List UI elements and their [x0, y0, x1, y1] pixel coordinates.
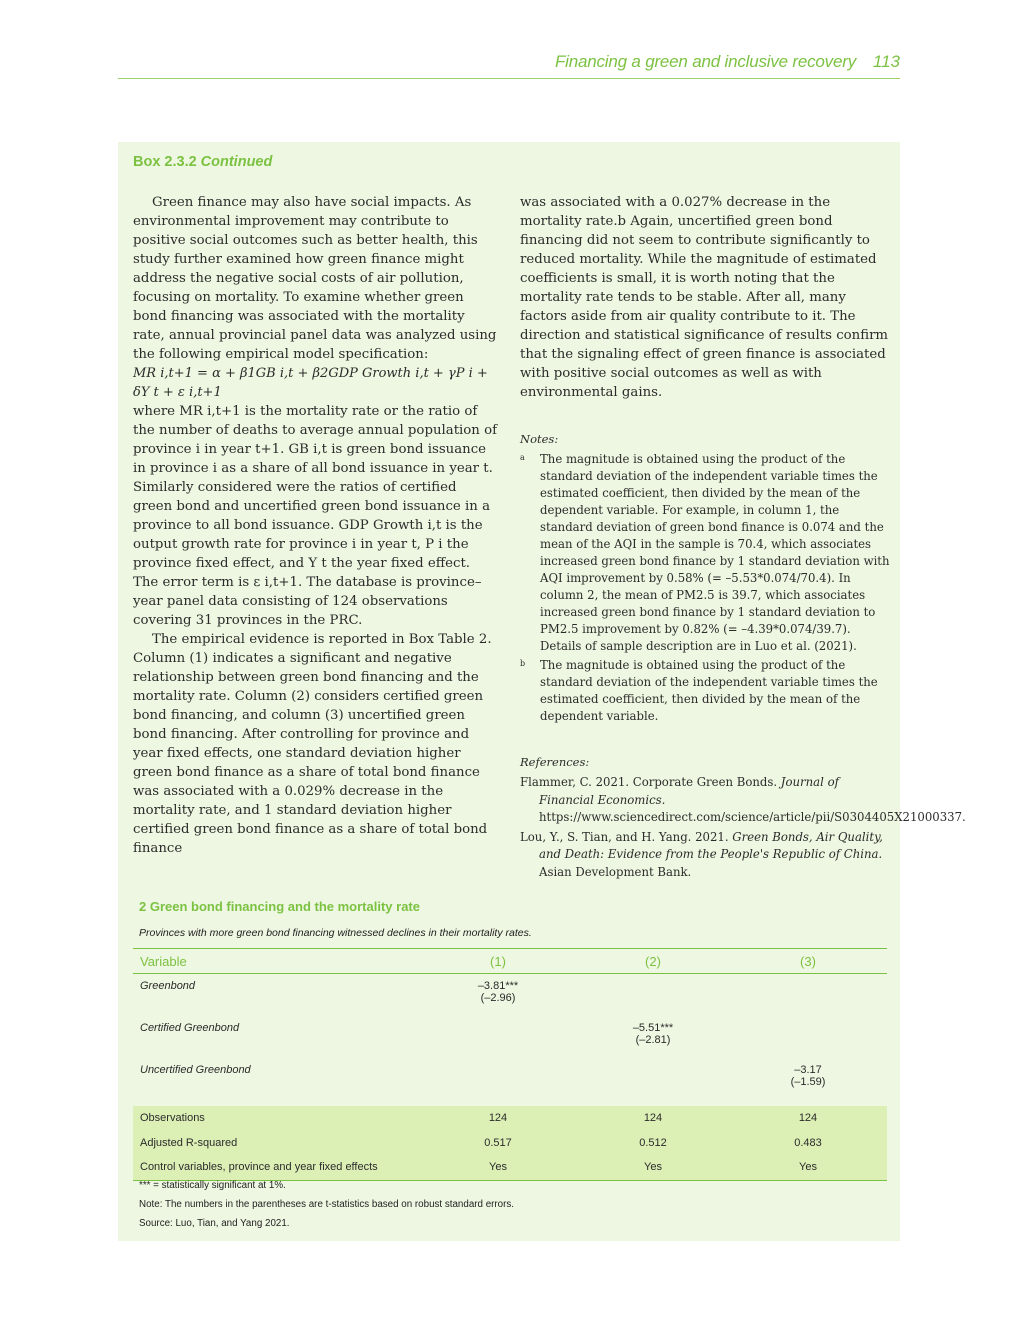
box-heading	[133, 154, 272, 170]
row-label: Certified Greenbond	[140, 1022, 240, 1034]
reference-author: Flammer, C. 2021. Corporate Green Bonds.	[520, 775, 778, 789]
reference-author: Lou, Y., S. Tian, and H. Yang. 2021.	[520, 829, 729, 844]
references-label: References:	[520, 755, 590, 769]
model-equation: MR i,t+1 = α + β1GB i,t + β2GDP Growth i,t + γP i + δY t + ε i,t+1	[133, 366, 488, 400]
table-subtitle: Provinces with more green bond financing witnessed declines in their mortality rates.	[139, 927, 532, 939]
note-b-mark: b	[520, 659, 526, 668]
reference-2	[520, 829, 890, 882]
note-b-text: The magnitude is obtained using the product of the standard deviation of the independent variable times the estimated coefficient, then divided by the mean of the dependent variable.	[540, 658, 878, 723]
notes-label: Notes:	[520, 432, 559, 446]
coef-cell	[753, 1064, 863, 1088]
stat-value: Yes	[644, 1161, 662, 1173]
paragraph: The empirical evidence is reported in Box Table 2. Column (1) indicates a significant and negative relationship between green bond financing and the mortality rate. Column (2) considers certified green bond financing, and column (3) uncertified green bond financing. After controlling for province and year fixed effects, one standard deviation higher green bond finance as a share of total bond finance was associated with a 0.029% decrease in the mortality rate, and 1 standard deviation higher certified green bond finance as a share of total bond finance	[133, 632, 492, 856]
stat-label: Adjusted R-squared	[140, 1136, 238, 1149]
stat-label: Observations	[140, 1112, 205, 1124]
paragraph: where MR i,t+1 is the mortality rate or the ratio of the number of deaths to average annual population of province i in year t+1. GB i,t is green bond issuance in province i as a share of all bond issuance in year t. Similarly considered were the ratios of certified green bond and uncertified green bond issuance in a province to all bond issuance. GDP Growth i,t is the output growth rate for province i in year t, P i the province fixed effect, and Y t the year fixed effect. The error term is ε i,t+1. The database is province–year panel data consisting of 124 observations covering 31 provinces in the PRC.	[133, 404, 498, 628]
running-head	[118, 50, 900, 79]
box-continued: Continued	[200, 154, 273, 170]
page-number: 113	[872, 52, 900, 71]
stat-row	[133, 1131, 887, 1156]
coef-cell	[443, 980, 553, 1004]
table-row	[133, 974, 887, 1016]
header-col-2: (2)	[645, 954, 661, 969]
note-b	[520, 657, 890, 725]
stat-value: 0.483	[794, 1136, 822, 1149]
stat-label: Control variables, province and year fixed effects	[140, 1161, 378, 1173]
stat-value: 0.517	[484, 1136, 512, 1149]
box-panel	[118, 142, 966, 1241]
right-column	[520, 193, 966, 881]
table-header	[133, 948, 887, 974]
stats-block	[133, 1106, 887, 1181]
stat-value: Yes	[799, 1161, 817, 1173]
coef: –3.17	[794, 1064, 822, 1076]
table-title: 2 Green bond financing and the mortality rate	[139, 899, 420, 914]
stat-row	[133, 1155, 887, 1180]
coef: –5.51***	[632, 1022, 674, 1034]
reference-1	[520, 774, 966, 827]
stat-row	[133, 1106, 887, 1131]
note-a-text: The magnitude is obtained using the product of the standard deviation of the independent variable times the estimated coefficient, then divided by the mean of the dependent variable. For example, in column 1, the standard deviation of green bond finance is 0.074 and the mean of the AQI in the sample is 70.4, which associates increased green bond finance by 1 standard deviation with AQI improvement by 0.58% (= –5.53*0.074/70.4). In column 2, the mean of PM2.5 is 39.7, which associates increased green bond finance by 1 standard deviation to PM2.5 improvement by 0.82% (= –4.39*0.074/39.7). Details of sample description are in Luo et al. (2021).	[540, 452, 890, 653]
stat-value: 0.512	[639, 1136, 667, 1149]
running-head-title: Financing a green and inclusive recovery	[554, 52, 856, 71]
t-stat: (–1.59)	[790, 1076, 826, 1088]
reference-url: https://www.sciencedirect.com/science/article/pii/S0304405X21000337.	[539, 810, 966, 824]
table-footnote: *** = statistically significant at 1%.	[139, 1180, 286, 1191]
paragraph: Green finance may also have social impacts. As environmental improvement may contribute to positive social outcomes such as better health, this study further examined how green finance might address the negative social costs of air pollution, focusing on mortality. To examine whether green bond financing was associated with the mortality rate, annual provincial panel data was analyzed using the following empirical model specification:	[133, 195, 497, 362]
stat-value: Yes	[489, 1161, 507, 1173]
table-row	[133, 1058, 887, 1106]
coef: –3.81***	[477, 980, 519, 992]
box-label: Box 2.3.2	[133, 154, 197, 170]
stat-value: 124	[488, 1112, 508, 1124]
note-a-mark: a	[520, 453, 525, 462]
row-label: Uncertified Greenbond	[140, 1064, 251, 1076]
reference-publisher: Asian Development Bank.	[539, 864, 692, 879]
stat-value: 124	[798, 1112, 818, 1124]
table-row	[133, 1016, 887, 1058]
left-column	[133, 193, 499, 858]
t-stat: (–2.96)	[480, 992, 516, 1004]
paragraph: was associated with a 0.027% decrease in the mortality rate.b Again, uncertified green bond financing did not seem to contribute significantly to reduced mortality. While the magnitude of estimated coefficients is small, it is worth noting that the mortality rate tends to be stable. After all, many factors aside from air quality contribute to it. The direction and statistical significance of results confirm that the signaling effect of green finance is associated with positive social outcomes as well as with environmental gains.	[520, 195, 889, 400]
row-label: Greenbond	[140, 980, 196, 992]
header-col-3: (3)	[800, 954, 816, 969]
header-variable: Variable	[140, 954, 187, 969]
reference-journal: Journal of Financial Economics.	[539, 775, 839, 807]
table-note: Note: The numbers in the parentheses are t-statistics based on robust standard errors.	[139, 1199, 515, 1210]
stat-value: 124	[643, 1112, 663, 1124]
table-source: Source: Luo, Tian, and Yang 2021.	[139, 1218, 290, 1229]
coef-cell	[598, 1022, 708, 1046]
regression-table	[133, 948, 887, 1181]
reference-title: Green Bonds, Air Quality, and Death: Evidence from the People's Republic of China.	[539, 829, 883, 861]
header-col-1: (1)	[490, 954, 506, 969]
t-stat: (–2.81)	[635, 1034, 671, 1046]
note-a	[520, 451, 890, 655]
